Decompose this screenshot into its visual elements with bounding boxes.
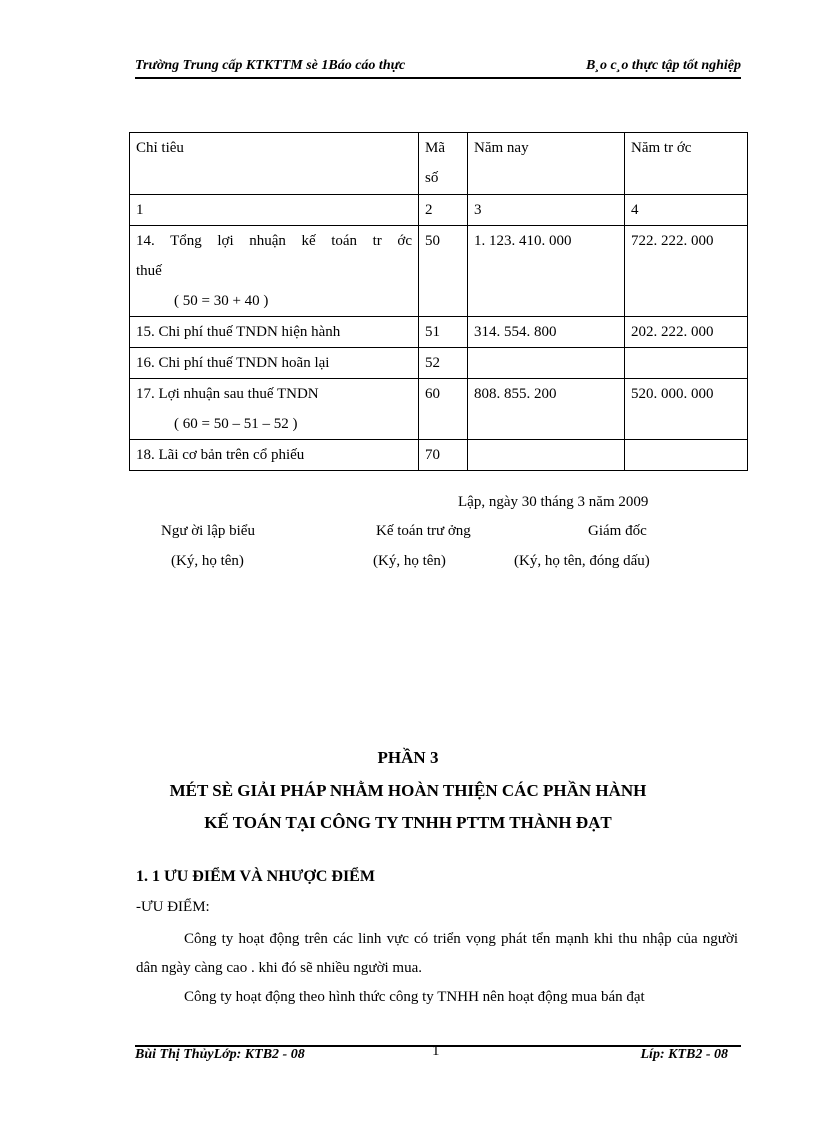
preparer-note: (Ký, họ tên) [171, 553, 244, 569]
indicator-text-cont: thuế [136, 263, 162, 279]
date-line: Lập, ngày 30 tháng 3 năm 2009 [458, 494, 649, 510]
col-number: 3 [468, 195, 625, 226]
indicator-cell: 16. Chi phí thuế TNDN hoãn lại [130, 348, 419, 379]
header-school: Trường Trung cấp KTKTTM sè 1Báo cáo thực [135, 58, 406, 73]
footer-author: Bùi Thị ThủyLớp: KTB2 - 08 [135, 1047, 305, 1062]
indicator-cell [130, 226, 419, 317]
table-row [130, 348, 748, 379]
previous-year-cell [625, 440, 748, 471]
code-cell: 50 [419, 226, 468, 317]
paragraph [136, 983, 738, 1012]
indicator-cell: 15. Chi phí thuế TNDN hiện hành [130, 317, 419, 348]
code-cell: 52 [419, 348, 468, 379]
director-title: Giám đốc [588, 523, 647, 539]
formula-text: ( 50 = 30 + 40 ) [174, 293, 269, 309]
current-year-cell: 314. 554. 800 [468, 317, 625, 348]
col-header-current-year: Năm nay [468, 133, 625, 195]
table-row [130, 379, 748, 440]
indicator-text: 14. Tổng lợi nhuận kế toán tr ớc [136, 233, 412, 249]
table-row [130, 317, 748, 348]
part-heading: PHẦN 3 [377, 748, 439, 767]
indicator-cell [130, 379, 419, 440]
col-header-code: Mã số [419, 133, 468, 195]
preparer-title: Ngư ời lập biểu [161, 523, 255, 539]
previous-year-cell: 520. 000. 000 [625, 379, 748, 440]
paragraph-text: Công ty hoạt động theo hình thức công ty TNHH nên hoạt động mua bán đạt [184, 989, 645, 1005]
col-number: 4 [625, 195, 748, 226]
code-cell: 60 [419, 379, 468, 440]
code-cell: 51 [419, 317, 468, 348]
section-title-line1: MÉT SÈ GIẢI PHÁP NHẰM HOÀN THIỆN CÁC PHẦN HÀNH [169, 781, 647, 800]
table-row [130, 440, 748, 471]
col-header-previous-year: Năm tr ớc [625, 133, 748, 195]
previous-year-cell [625, 348, 748, 379]
formula-text: ( 60 = 50 – 51 – 52 ) [174, 416, 298, 432]
code-cell: 70 [419, 440, 468, 471]
current-year-cell [468, 348, 625, 379]
section-title-line2: KẾ TOÁN TẠI CÔNG TY TNHH PTTM THÀNH ĐẠT [204, 813, 612, 832]
accountant-title: Kế toán trư ởng [376, 523, 471, 539]
paragraph-text: Công ty hoạt động trên các linh vực có triển vọng phát tển mạnh khi thu nhập của người dân ngày càng cao . khi đó sẽ nhiều người mua. [136, 931, 738, 976]
director-note: (Ký, họ tên, đóng dấu) [514, 553, 650, 569]
table-header-row [130, 133, 748, 195]
col-number: 1 [130, 195, 419, 226]
col-number: 2 [419, 195, 468, 226]
advantages-label: -ƯU ĐIỂM: [136, 899, 210, 915]
page-header [135, 58, 741, 78]
previous-year-cell: 202. 222. 000 [625, 317, 748, 348]
header-rule [135, 77, 741, 79]
previous-year-cell: 722. 222. 000 [625, 226, 748, 317]
col-header-indicator: Chỉ tiêu [130, 133, 419, 195]
header-report-title: B¸o c¸o thực tập tốt nghiệp [586, 58, 741, 73]
current-year-cell [468, 440, 625, 471]
income-statement-table [129, 132, 748, 471]
indicator-cell: 18. Lãi cơ bản trên cổ phiếu [130, 440, 419, 471]
accountant-note: (Ký, họ tên) [373, 553, 446, 569]
footer-class: Líp: KTB2 - 08 [640, 1047, 728, 1062]
page-number: 1 [432, 1043, 440, 1059]
current-year-cell: 1. 123. 410. 000 [468, 226, 625, 317]
current-year-cell: 808. 855. 200 [468, 379, 625, 440]
paragraph [136, 925, 738, 983]
subsection-heading: 1. 1 ƯU ĐIỂM VÀ NHƯỢC ĐIỂM [136, 868, 375, 885]
table-column-number-row [130, 195, 748, 226]
table-row [130, 226, 748, 317]
indicator-text: 17. Lợi nhuận sau thuế TNDN [136, 386, 319, 402]
